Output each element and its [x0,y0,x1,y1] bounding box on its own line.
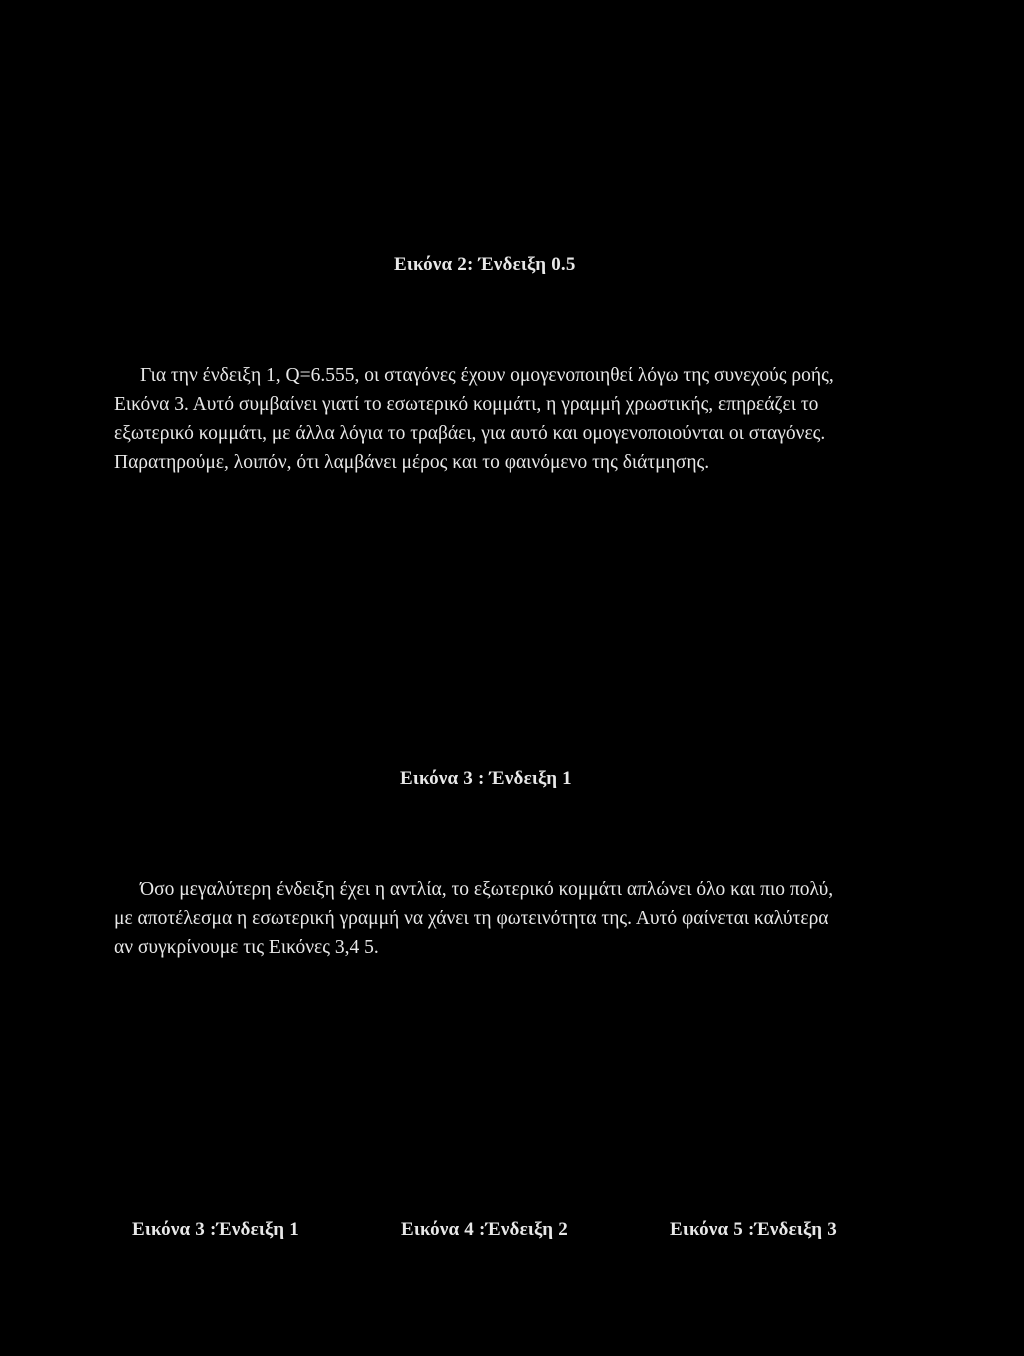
figure-3-caption: Εικόνα 3 : Ένδειξη 1 [400,768,572,789]
paragraph-1-line: Για την ένδειξη 1, Q=6.555, οι σταγόνες έχουν ομογενοποιηθεί λόγω της συνεχούς ροής, [140,365,834,386]
paragraph-2 [114,875,833,962]
paragraph-2-line: με αποτέλεσμα η εσωτερική γραμμή να χάνει τη φωτεινότητα της. Αυτό φαίνεται καλύτερα [114,908,829,929]
paragraph-1-line: Εικόνα 3. Αυτό συμβαίνει γιατί το εσωτερικό κομμάτι, η γραμμή χρωστικής, επηρεάζει το [114,394,819,415]
paragraph-2-line: αν συγκρίνουμε τις Εικόνες 3,4 5. [114,937,379,958]
figure-3-bottom-caption: Εικόνα 3 :Ένδειξη 1 [132,1219,299,1240]
figure-5-bottom-caption: Εικόνα 5 :Ένδειξη 3 [670,1219,837,1240]
paragraph-1-line: εξωτερικό κομμάτι, με άλλα λόγια το τραβάει, για αυτό και ομογενοποιούνται οι σταγόνες. [114,423,826,444]
figure-4-bottom-caption: Εικόνα 4 :Ένδειξη 2 [401,1219,568,1240]
paragraph-1-line: Παρατηρούμε, λοιπόν, ότι λαμβάνει μέρος και το φαινόμενο της διάτμησης. [114,452,710,473]
paragraph-1 [114,361,834,477]
paragraph-2-line: Όσο μεγαλύτερη ένδειξη έχει η αντλία, το εξωτερικό κομμάτι απλώνει όλο και πιο πολύ, [140,879,834,900]
figure-2-caption: Εικόνα 2: Ένδειξη 0.5 [394,254,576,275]
